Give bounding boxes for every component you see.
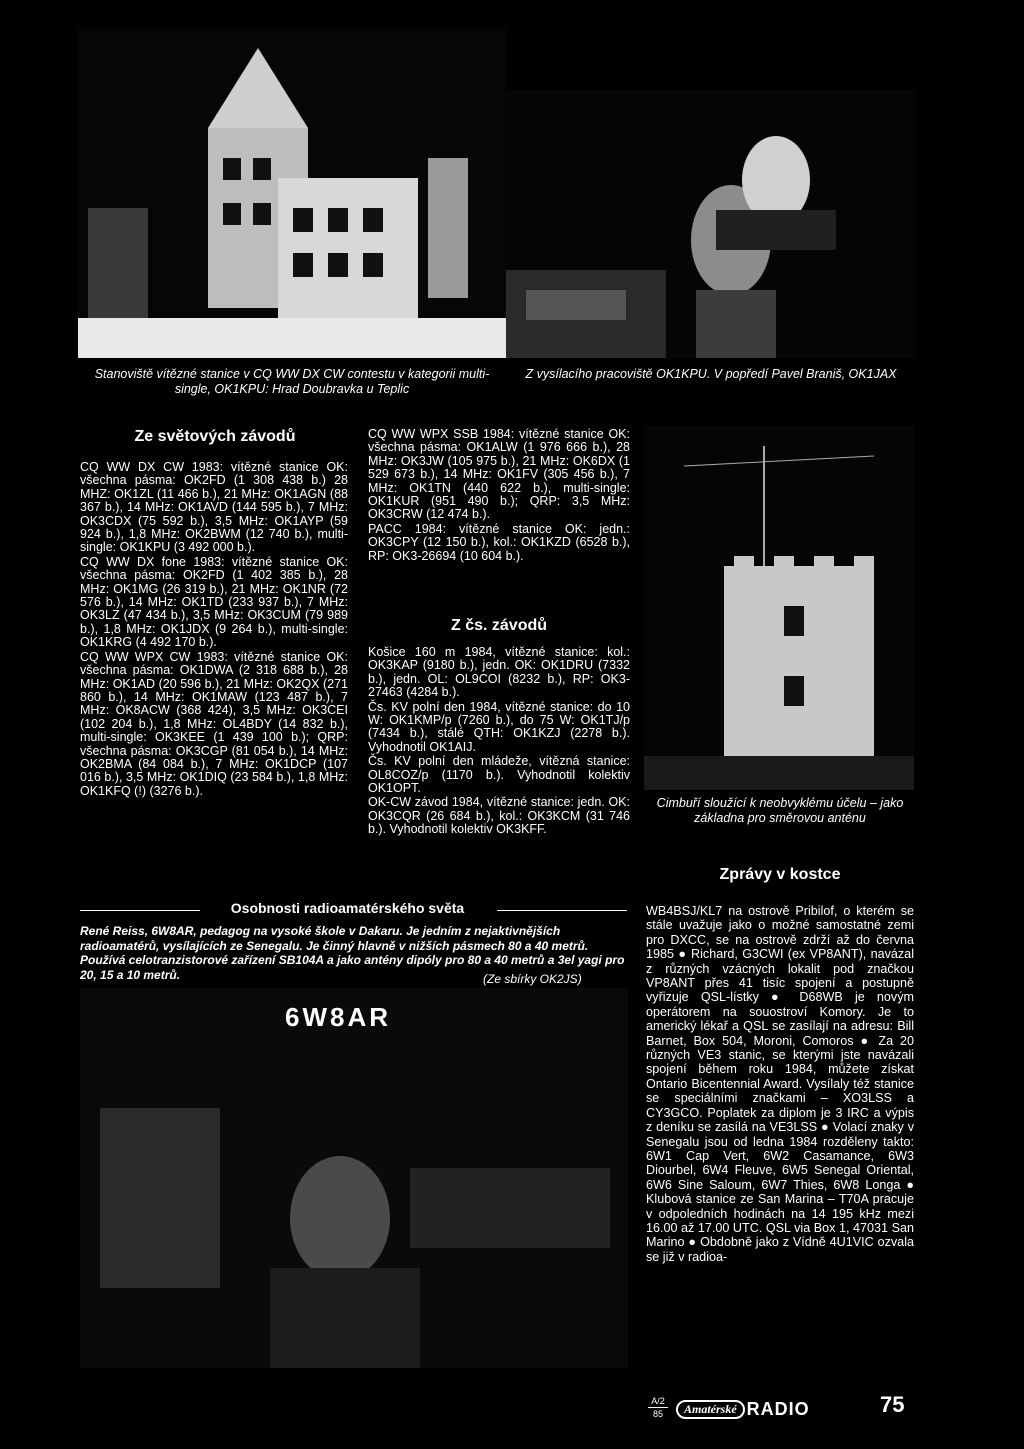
news-text: WB4BSJ/KL7 na ostrově Pribilof, o kterém se stále uvažuje jako o možné samostatné zemi pro DXCC, se na ostrově zdrží až do června 1985 ● Richard, G3CWI (ex VP8ANT), navázal z různých vzácných lokalit pod značkou VP8ANT přes 41 tisíc spojení a postupně vyřizuje QSL-lístky ● D68WB je novým operátorem na souostroví Komory. Je to americký lékař a QSL se zasílají na adresu: Bill Barnet, Box 504, Moroni, Comoros ● Za 20 různých VE3 stanic, se kterými jste navázali spojení během roku 1984, můžete získat Ontario Bicentennial Award. Vysílaly též stanice se speciálními značkami – XO3LSS a CY3GCO. Poplatek za diplom je 3 IRC a výpis z deníku se zasílá na VE3LSS ● Volací znaky v Senegalu jsou od ledna 1984 rozděleny takto: 6W1 Cap Vert, 6W2 Casamance, 6W3 Diourbel, 6W4 Fleuve, 6W5 Senegal Oriental, 6W6 Sine Saloum, 6W7 Thies, 6W8 Longa ● Klubová stanice ze San Marina – T70A pracuje v odpoledních hodinách na 14 195 kHz mezi 16.00 až 17.00 UTC. QSL via Box 1, 47031 San Marino ● Obdobně jako z Vídně 4U1VIC ozvala se již v radioa-: [646, 904, 914, 1264]
operators-photo: [506, 90, 916, 358]
cq-ww-dx-cw-results: CQ WW DX CW 1983: vítězné stanice OK: všechna pásma: OK2FD (1 308 438 b.) 28 MHZ: OK1ZL (11 466 b.), 21 MHz: OK1AGN (88 367 b.), 14 MHz: OK1AVD (144 595 b.), 7 MHz: OK3CDX (75 592 b.), 3,5 MHz: OK1AYP (59 924 b.), 1,8 MHz: OK2BWM (12 740 b.), multi-single: OK1KPU (3 492 000 b.).: [80, 460, 348, 555]
pacc-results: PACC 1984: vítězné stanice OK: jedn.: OK3CPY (12 150 b.), kol.: OK1KZD (6528 b.), RP: OK3-26694 (10 604 b.).: [368, 521, 630, 563]
issue-top: A/2: [651, 1396, 665, 1406]
cs-contests-column: [368, 646, 630, 838]
cq-ww-wpx-cw-results: CQ WW WPX CW 1983: vítězné stanice OK: všechna pásma: OK1DWA (2 318 688 b.), 28 MHz: OK1AD (20 596 b.), 21 MHz: OK2QX (271 860 b.), 14 MHz: OK1MAW (123 487 b.), 7 MHz: OK8ACW (368 424), 3,5 MHz: OK3CEI (102 204 b.), 1,8 MHz: OL4BDY (14 832 b.), multi-single: OK3KEE (1 439 100 b.); QRP: všechna pásma: OK3CGP (81 054 b.), 14 MHz: OK2BMA (84 084 b.), 7 MHz: OK1DCP (107 016 b.), 3,5 MHz: OK1DIQ (23 584 b.), 1,8 MHz: OK1KFQ (!) (3276 b.).: [80, 649, 348, 798]
page-number: 75: [880, 1392, 905, 1417]
ok-cw-results: OK-CW závod 1984, vítězné stanice: jedn. OK: OK3CQR (26 684 b.), kol.: OK3KCM (31 746 b.). Vyhodnotil kolektiv OK3KFF.: [368, 795, 630, 837]
magazine-logo: [676, 1398, 810, 1420]
bio-credit: (Ze sbírky OK2JS): [483, 972, 582, 986]
operators-caption: Z vysílacího pracoviště OK1KPU. V popředí Pavel Braniš, OK1JAX: [525, 367, 897, 381]
personalities-heading: Osobnosti radioamatérského světa: [230, 900, 465, 916]
castle-photo: [78, 28, 506, 358]
kosice-results: Košice 160 m 1984, vítězné stanice: kol.: OK3KAP (9180 b.), jedn. OK: OK1DRU (7332 b.), jedn. OL: OL9COI (8232 b.), RP: OK3-27463 (4284 b.).: [368, 645, 630, 700]
portrait-illustration: [80, 988, 628, 1368]
tower-photo: [644, 426, 914, 790]
tower-caption: Cimbuří sloužící k neobvyklému účelu – jako základna pro směrovou anténu: [656, 796, 904, 825]
logo-script: Amatérské: [676, 1400, 745, 1419]
personalities-rule-right: [497, 910, 627, 911]
logo-radio: RADIO: [746, 1398, 810, 1419]
news-column: [646, 904, 914, 1264]
news-heading: Zprávy v kostce: [719, 866, 841, 883]
personalities-rule-left: [80, 910, 200, 911]
cq-ww-wpx-ssb-results: CQ WW WPX SSB 1984: vítězné stanice OK: všechna pásma: OK1ALW (1 976 666 b.), 28 MHz: OK3JW (105 975 b.), 21 MHz: OK6DX (1 529 673 b.), 14 MHz: OK1FV (305 456 b.), 7 MHz: OK1TN (440 622 b.), multi-single: OK1KUR (951 490 b.); QRP: 3,5 MHz: OK3CRW (12 474 b.).: [368, 427, 630, 522]
tower-illustration: [644, 426, 914, 790]
castle-illustration: [78, 28, 506, 358]
cs-contests-heading: Z čs. závodů: [450, 617, 548, 634]
kv-field-day-results: Čs. KV polní den 1984, vítězné stanice: do 10 W: OK1KMP/p (7260 b.), do 75 W: OK1TJ/p (7434 b.), stálé QTH: OK1KZJ (2278 b.). Vyhodnotil OK1AIJ.: [368, 699, 630, 754]
castle-caption: Stanoviště vítězné stanice v CQ WW DX CW contestu v kategorii multi-single, OK1KPU: Hrad Doubravka u Teplic: [94, 367, 490, 396]
kv-youth-field-day-results: Čs. KV polní den mládeže, vítězná stanice: OL8COZ/p (1170 b.). Vyhodnotil kolektiv OK1OPT.: [368, 754, 630, 796]
issue-bottom: 85: [652, 1409, 663, 1419]
issue-number: [648, 1396, 668, 1419]
cq-ww-dx-fone-results: CQ WW DX fone 1983: vítězné stanice OK: všechna pásma: OK2FD (1 402 385 b.), 28 MHz: OK1MG (26 319 b.), 21 MHz: OK1NR (72 576 b.), 14 MHz: OK1TD (233 937 b.), 7 MHz: OK3LZ (47 434 b.), 3,5 MHz: OK3CUM (79 989 b.), 1,8 MHz: OK1JDX (9 264 b.), multi-single: OK1KRG (4 492 170 b.).: [80, 554, 348, 650]
world-contests-column-1: [80, 461, 348, 799]
bio-text: René Reiss, 6W8AR, pedagog na vysoké škole v Dakaru. Je jedním z nejaktivnějších radioamatérů, vysílajících ze Senegalu. Je činný hlavně v nižších pásmech 80 a 40 metrů. Používá celotranzistorové zařízení SB104A a jako antény dipóly pro 80 a 40 metrů a 3el yagi pro 20, 15 a 10 metrů.: [80, 924, 625, 982]
photo-callsign-label: 6W8AR: [285, 1002, 392, 1032]
portrait-photo: [80, 988, 628, 1368]
operators-illustration: [506, 90, 916, 358]
world-contests-column-2: [368, 428, 630, 564]
world-contests-heading: Ze světových závodů: [134, 428, 296, 445]
